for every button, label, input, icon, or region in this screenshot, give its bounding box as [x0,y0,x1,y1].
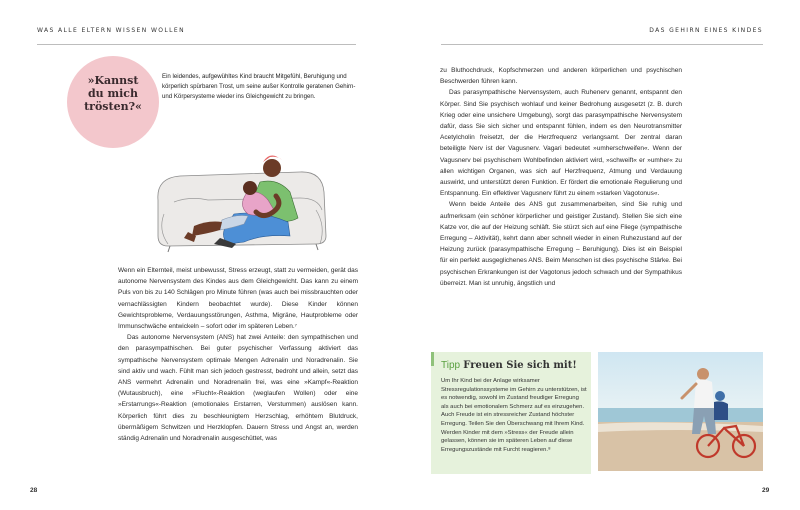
right-paragraph-1: zu Bluthochdruck, Kopfschmerzen und anderen körperlichen und psychischen Beschwerden führen kann. [440,67,682,86]
box-intro: Ein leidendes, aufgewühltes Kind braucht Mitgefühl, Beruhigung und körperlich spürbaren Trost, um seine außer Kontrolle geratenen Gehirn- und Körpersysteme wieder ins Gleichgewicht zu bringen. [162,73,356,100]
left-column-text [118,265,358,444]
running-header-right: DAS GEHIRN EINES KINDES [649,27,763,34]
beach-bike-photo [598,352,763,471]
left-paragraph-1: Wenn ein Elternteil, meist unbewusst, Stress erzeugt, statt zu vermeiden, gerät das autonome Nervensystem des Kindes aus dem Gleichgewicht. Das kann zu einem Puls von bis zu 140 Schlägen pro Minute führen (was auch bei missbrauchten oder vernachlässigten Kindern beobachtet wurde). Diese Kinder können Gewichtsprobleme, Verdauungsstörungen, Asthma, Migräne, Hautprobleme oder Immunschwäche entwickeln – sofort oder im späteren Leben.⁷ [118,267,358,331]
box-title-line3: trösten?« [84,100,142,113]
tip-label: Tipp [441,360,461,371]
page-number-left: 28 [30,487,38,494]
header-rule-right [441,44,763,45]
tip-title: Freuen Sie sich mit! [463,360,577,371]
tip-accent [431,352,434,366]
header-rule-left [37,44,356,45]
right-column-text [440,65,682,289]
running-header-left: WAS ALLE ELTERN WISSEN WOLLEN [37,27,185,34]
tip-heading [441,360,577,371]
right-paragraph-2: Das parasympathische Nervensystem, auch Ruhenerv genannt, entspannt den Körper. Sind Sie psychisch wohlauf und keiner Bedrohung ausgesetzt (z. B. durch Krieg oder eine unsichere Umgebung), sorgt das parasympathische Nervensystem dafür, dass Sie sich sicher und entspannt fühlen, indem es den Neurotransmitter Acetylcholin freisetzt, der die Herzfrequenz verlangsamt. Der zentral daran beteiligte Nerv ist der Vagusnerv. Vagari bedeutet »umherschweifen«. Wenn der Vagusnerv bei psychischem Wohlbefinden aktiviert wird, »schweift« er »umher« zu allen wichtigen Organen, was sich auf Herzfrequenz, Atmung und Verdauung auswirkt, und unterstützt deren Funktion. Er fördert die emotionale Regulierung und Entspannung. Ein effektiver Vagusnerv führt zu einem »starken Vagotonus«. [440,89,682,198]
box-title-line2: du mich [87,87,139,100]
box-title-line1: »Kannst [87,74,139,87]
page-number-right: 29 [762,487,770,494]
right-paragraph-3: Wenn beide Anteile des ANS gut zusammenarbeiten, sind Sie ruhig und aufmerksam (ein schöner körperlicher und geistiger Zustand). Stellen Sie sich eine Katze vor, die auf der Heizung schläft. Sie stürzt sich auf eine Fliege (sympathische Erregung – Aktivität), kehrt dann aber schnell wieder in einen Ruhezustand auf der Heizung zurück (parasympathische Erregung – Beruhigung). Dies ist ein Beispiel für ein perfekt ausgeglichenes ANS. Beim Menschen ist dies psychische Stärke. Bei psychischen Erkrankungen ist der Vagotonus jedoch schwach und der Sympathikus überreizt. Man ist unruhig, ängstlich und [440,201,682,287]
parent-child-illustration [150,140,350,255]
tip-text: Um Ihr Kind bei der Anlage wirksamer Stressregulationssysteme im Gehirn zu unterstützen, ist es notwendig, sowohl im Zustand freudiger Erregung als auch bei emotionalem Schmerz auf es einzugehen. Auch Freude ist ein stressreicher Zustand höchster Erregung. Teilen Sie den Überschwang mit Ihrem Kind. Werden Kinder mit dem »Stress« der Freude allein gelassen, können sie im späteren Leben auf diese Erregungszustände mit Furcht reagieren.⁸ [441,378,587,453]
box-title [67,74,159,113]
left-paragraph-2: Das autonome Nervensystem (ANS) hat zwei Anteile: den sympathischen und den parasympathischen. Bei guter psychischer Verfassung aktiviert das sympathische Nervensystem optimale Mengen Adrenalin und Noradrenalin. Sie sind aktiv und wach. Fühlt man sich jedoch gestresst, bedroht und allein, setzt das ANS vermehrt Adrenalin und Noradrenalin frei, was eine »Kampf«-Reaktion (Wutausbruch), eine »Flucht«-Reaktion (weglaufen Wollen) oder eine »Erstarrungs«-Reaktion (emotionales Erstarren, Verstummen) auslösen kann. Körperlich führt dies zu beschleunigtem Herzschlag, erhöhtem Blutdruck, übermäßigem Schwitzen und Herzklopfen. Dauern Stress und Angst an, werden ständig Adrenalin und Noradrenalin ausgeschüttet, was [118,334,358,443]
